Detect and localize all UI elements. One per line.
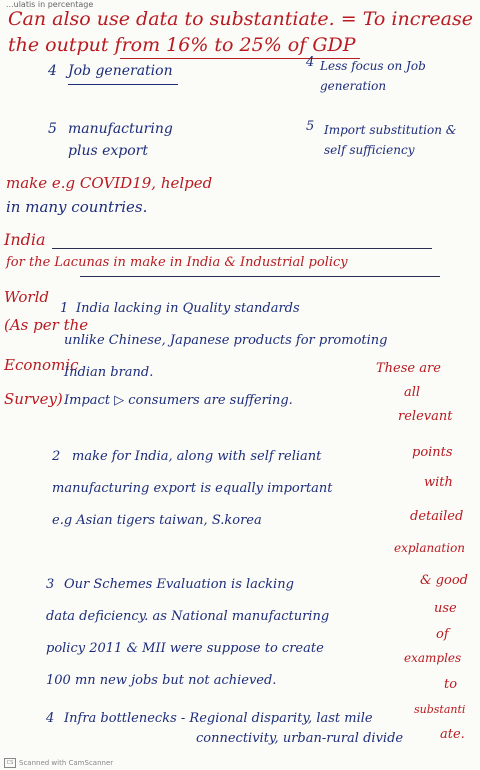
- item2-number: 2: [52, 449, 61, 464]
- for-line: for the Lacunas in make in India & Industrial policy: [6, 255, 348, 270]
- margin-line: relevant: [398, 409, 453, 424]
- side-label-world: World: [4, 288, 49, 306]
- item1-line-2: unlike Chinese, Japanese products for promoting: [64, 333, 388, 348]
- margin-line: all: [404, 385, 421, 400]
- margin-line: of: [436, 627, 449, 642]
- point-less-focus-text: Less focus on Job generation: [320, 59, 426, 93]
- margin-line: points: [412, 445, 453, 460]
- margin-line: use: [434, 601, 457, 616]
- side-label-as-per: (As per the: [4, 316, 89, 334]
- point-import-num: 5: [306, 119, 315, 134]
- margin-line: with: [424, 475, 453, 490]
- margin-line: These are: [376, 361, 441, 376]
- margin-line: detailed: [410, 509, 464, 524]
- ruled-line: [52, 248, 432, 249]
- point-manufacturing-num: 5: [48, 121, 57, 137]
- margin-line: ate.: [440, 727, 465, 742]
- ruled-line: [80, 276, 440, 277]
- item4-line-2: connectivity, urban-rural divide: [196, 731, 404, 746]
- item2-line-1: make for India, along with self reliant: [72, 449, 322, 464]
- item4-number: 4: [46, 711, 55, 726]
- margin-line: substanti: [414, 703, 466, 716]
- top-fragment: ...ulatis in percentage: [6, 0, 94, 9]
- item1-number: 1: [60, 301, 69, 316]
- point-import-text: Import substitution & self sufficiency: [324, 123, 457, 157]
- make-note-line-2: in many countries.: [6, 198, 148, 216]
- item3-number: 3: [46, 577, 55, 592]
- item3-line-2: data deficiency. as National manufacturing: [46, 609, 330, 624]
- item1-line-3: Indian brand.: [64, 365, 154, 380]
- footer: [4, 758, 113, 768]
- item2-line-3: e.g Asian tigers taiwan, S.korea: [52, 513, 262, 528]
- item3-line-3: policy 2011 & MII were suppose to create: [46, 641, 324, 656]
- side-label-survey: Survey): [4, 390, 63, 408]
- camscanner-icon: CS: [4, 758, 16, 768]
- item1-line-4: Impact ▷ consumers are suffering.: [64, 393, 293, 408]
- point-manufacturing-text: manufacturing plus export: [68, 121, 173, 159]
- item2-line-2: manufacturing export is equally important: [52, 481, 333, 496]
- underline: [68, 84, 178, 85]
- point-less-focus-num: 4: [306, 55, 315, 70]
- item3-line-1: Our Schemes Evaluation is lacking: [64, 577, 294, 592]
- point-job-generation-text: Job generation: [68, 63, 173, 79]
- side-label-economic: Economic: [4, 356, 79, 374]
- item4-line-1: Infra bottlenecks - Regional disparity, last mile: [64, 711, 373, 726]
- footer-text: Scanned with CamScanner: [19, 759, 114, 767]
- margin-line: & good: [420, 573, 469, 588]
- margin-line: to: [444, 677, 458, 692]
- margin-line: examples: [404, 651, 462, 665]
- india-label: India: [4, 230, 46, 249]
- make-note-line-1: make e.g COVID19, helped: [6, 174, 213, 192]
- header-line-1: Can also use data to substantiate. = To increase: [8, 8, 473, 30]
- header-line-2: the output from 16% to 25% of GDP: [8, 34, 356, 56]
- item3-line-4: 100 mn new jobs but not achieved.: [46, 673, 277, 688]
- point-job-generation: 4: [48, 63, 57, 79]
- margin-line: explanation: [394, 541, 466, 555]
- item1-line-1: India lacking in Quality standards: [76, 301, 300, 316]
